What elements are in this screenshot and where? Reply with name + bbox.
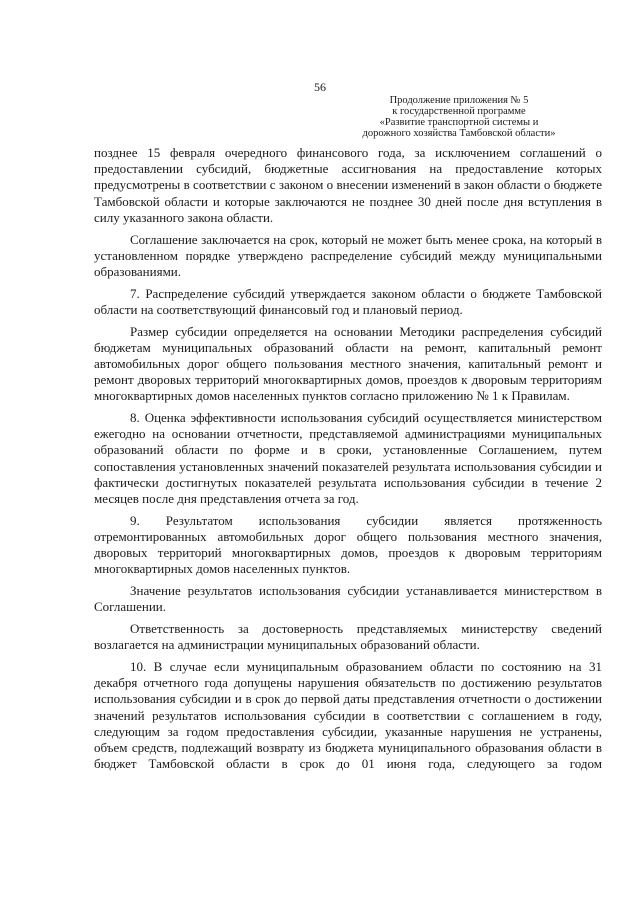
header-line-4: дорожного хозяйства Тамбовской области» [362,128,556,139]
paragraph-result-value: Значение результатов использования субсидии устанавливается министерством в Соглашении. [94,583,602,615]
header-line-1: Продолжение приложения № 5 [389,95,529,106]
paragraph-8: 8. Оценка эффективности использования субсидий осуществляется министерством ежегодно на основании отчетности, представляемой администрациями муниципальных образований области по форме и в сроки, установленные Соглашением, путем сопоставления установленных значений показателей результата использования субсидии и фактически достигнутых показателей результата использования субсидии в течение 2 месяцев после дня представления отчета за год. [94,410,602,507]
paragraph-10: 10. В случае если муниципальным образованием области по состоянию на 31 декабря отчетного года допущены нарушения обязательств по достижению результатов использования субсидии и в срок до первой даты представления отчетности о достижении значений результатов использования субсидии в соответствии с соглашением в году, следующим за годом предоставления субсидии, указанные нарушения не устранены, объем средств, подлежащий возврату из бюджета муниципального образования области в бюджет Тамбовской области в срок до 01 июня года, следующего за годом [94,658,602,772]
header-line-2: к государственной программе [392,106,526,117]
appendix-header [330,95,588,139]
header-line-3: «Развитие транспортной системы и [379,117,539,128]
paragraph-agreement-term: Соглашение заключается на срок, который не может быть менее срока, на который в установленном порядке утверждено распределение субсидий между муниципальными образованиями. [94,231,602,279]
paragraph-7: 7. Распределение субсидий утверждается законом области о бюджете Тамбовской области на соответствующий финансовый год и плановый период. [94,285,602,317]
page-number: 56 [314,80,326,94]
paragraph-continuation: позднее 15 февраля очередного финансового года, за исключением соглашений о предоставлении субсидий, бюджетные ассигнования на предоставление которых предусмотрены в соответствии с законом о внесении изменений в закон области о бюджете Тамбовской области и которые заключаются не позднее 30 дней после дня вступления в силу указанного закона области. [94,145,602,225]
paragraph-subsidy-size: Размер субсидии определяется на основании Методики распределения субсидий бюджетам муниципальных образований области на ремонт, капитальный ремонт автомобильных дорог общего пользования местного значения, капитальный ремонт и ремонт дворовых территорий многоквартирных домов, проездов к дворовым территориям многоквартирных домов населенных пунктов согласно приложению № 1 к Правилам. [94,323,602,404]
paragraph-9: 9. Результатом использования субсидии является протяженность отремонтированных автомобильных дорог общего пользования местного значения, дворовых территорий многоквартирных домов, проездов к дворовым территориям многоквартирных домов населенных пунктов. [94,512,602,577]
paragraph-responsibility: Ответственность за достоверность представляемых министерству сведений возлагается на администрации муниципальных образований области. [94,620,602,653]
document-body [94,145,602,772]
